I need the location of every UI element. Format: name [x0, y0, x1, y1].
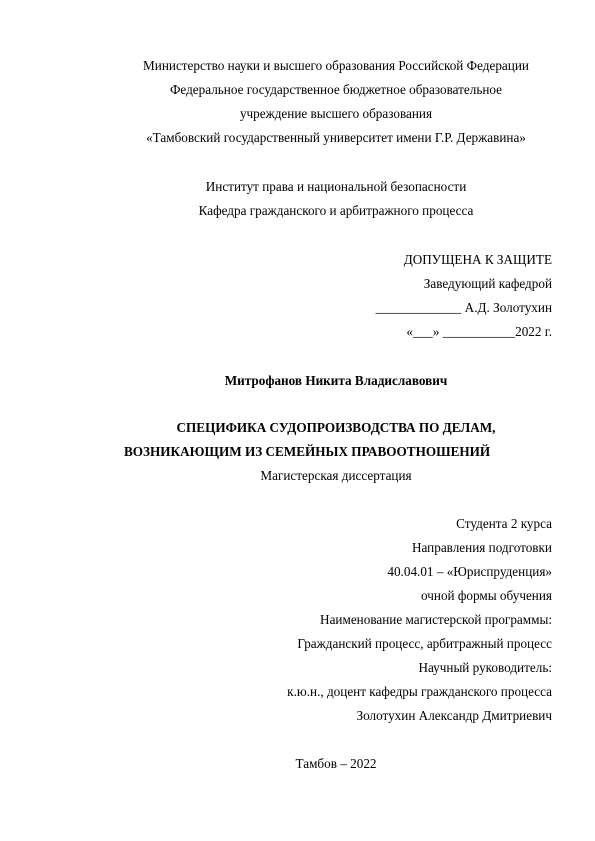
university-name: «Тамбовский государственный университет имени Г.Р. Державина» [146, 130, 526, 145]
ministry-line: Министерство науки и высшего образования Российской Федерации [143, 58, 529, 73]
program-value: Гражданский процесс, арбитражный процесс [297, 636, 552, 651]
program-label: Наименование магистерской программы: [320, 612, 552, 627]
study-form: очной формы обучения [421, 588, 552, 603]
approval-role: Заведующий кафедрой [423, 276, 552, 291]
approval-signature-line: _____________ А.Д. Золотухин [375, 300, 552, 315]
institute-name: Институт права и национальной безопасности [205, 179, 467, 194]
supervisor-label: Научный руководитель: [418, 660, 552, 675]
thesis-type: Магистерская диссертация [260, 468, 412, 483]
author-name: Митрофанов Никита Владиславович [224, 373, 448, 388]
institution-type-line-2: учреждение высшего образования [239, 106, 433, 121]
supervisor-name: Золотухин Александр Дмитриевич [356, 708, 552, 723]
direction-value: 40.04.01 – «Юриспруденция» [387, 564, 552, 579]
student-course: Студента 2 курса [456, 516, 552, 531]
city-year: Тамбов – 2022 [295, 756, 377, 771]
thesis-title-line-2: ВОЗНИКАЮЩИМ ИЗ СЕМЕЙНЫХ ПРАВООТНОШЕНИЙ [124, 444, 491, 459]
supervisor-title: к.ю.н., доцент кафедры гражданского процесса [287, 684, 552, 699]
approval-date-line: «___» ___________2022 г. [406, 324, 552, 339]
department-name: Кафедра гражданского и арбитражного процесса [198, 203, 474, 218]
direction-label: Направления подготовки [411, 540, 552, 555]
institution-type-line-1: Федеральное государственное бюджетное образовательное [169, 82, 503, 97]
approval-title: ДОПУЩЕНА К ЗАЩИТЕ [403, 252, 552, 267]
thesis-title-line-1: СПЕЦИФИКА СУДОПРОИЗВОДСТВА ПО ДЕЛАМ, [176, 420, 496, 435]
